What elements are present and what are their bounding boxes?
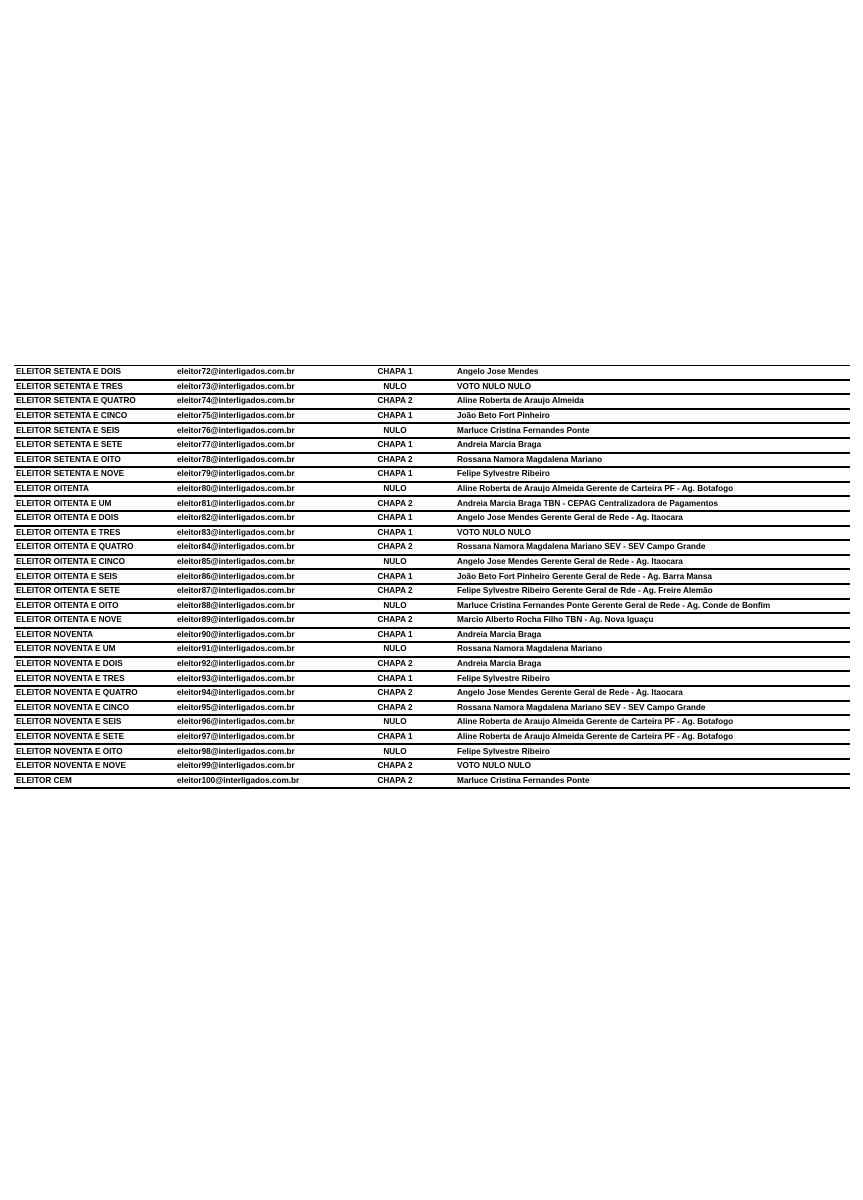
voter-name-cell: ELEITOR SETENTA E SETE (16, 441, 123, 450)
voter-email-cell: eleitor80@interligados.com.br (177, 484, 295, 493)
vote-detail-cell: Felipe Sylvestre Ribeiro Gerente Geral de Rde - Ag. Freire Alemão (457, 587, 713, 596)
chapa-cell: CHAPA 2 (377, 587, 413, 596)
voter-name-cell: ELEITOR OITENTA E TRÊS (16, 528, 121, 537)
voter-email-cell: eleitor85@interligados.com.br (177, 557, 295, 566)
table-row (14, 745, 850, 760)
table-row (14, 439, 850, 454)
voter-email-cell: eleitor77@interligados.com.br (177, 441, 295, 450)
voter-name-cell: ELEITOR SETENTA E QUATRO (16, 397, 136, 406)
table-row (14, 366, 850, 381)
voter-name-cell: ELEITOR CEM (16, 776, 72, 785)
chapa-cell: CHAPA 2 (377, 499, 413, 508)
voter-name-cell: ELEITOR NOVENTA E SEIS (16, 718, 122, 727)
vote-detail-cell: Rossana Namora Magdalena Mariano (457, 645, 603, 654)
voter-email-cell: eleitor94@interligados.com.br (177, 689, 295, 698)
vote-detail-cell: Marluce Cristina Fernandes Ponte Gerente Geral de Rede - Ag. Conde de Bonfim (457, 601, 771, 610)
vote-detail-cell: Marluce Cristina Fernandes Ponte (457, 426, 590, 435)
vote-detail-cell: João Beto Fort Pinheiro Gerente Geral de Rede - Ag. Barra Mansa (457, 572, 712, 581)
voter-name-cell: ELEITOR NOVENTA E QUATRO (16, 689, 138, 698)
voter-email-cell: eleitor76@interligados.com.br (177, 426, 295, 435)
voter-name-cell: ELEITOR OITENTA E OITO (16, 601, 119, 610)
chapa-cell: NULO (383, 426, 407, 435)
voter-table (14, 365, 850, 789)
voter-name-cell: ELEITOR SETENTA E OITO (16, 455, 121, 464)
voter-email-cell: eleitor84@interligados.com.br (177, 543, 295, 552)
voter-name-cell: ELEITOR OITENTA E DOIS (16, 514, 119, 523)
vote-detail-cell: Andreia Marcia Braga (457, 630, 542, 639)
chapa-cell: CHAPA 1 (377, 441, 413, 450)
voter-email-cell: eleitor92@interligados.com.br (177, 660, 295, 669)
table-row (14, 687, 850, 702)
voter-name-cell: ELEITOR SETENTA E DOIS (16, 368, 121, 377)
chapa-cell: CHAPA 1 (377, 528, 413, 537)
voter-name-cell: ELEITOR NOVENTA E TRÊS (16, 674, 125, 683)
voter-email-cell: eleitor100@interligados.com.br (177, 776, 300, 785)
table-row (14, 410, 850, 425)
table-row (14, 629, 850, 644)
voter-email-cell: eleitor96@interligados.com.br (177, 718, 295, 727)
vote-detail-cell: VOTO NULO NULO (457, 382, 531, 391)
voter-email-cell: eleitor72@interligados.com.br (177, 368, 295, 377)
chapa-cell: CHAPA 2 (377, 762, 413, 771)
chapa-cell: CHAPA 1 (377, 514, 413, 523)
table-row (14, 381, 850, 396)
voter-email-cell: eleitor91@interligados.com.br (177, 645, 295, 654)
voter-email-cell: eleitor89@interligados.com.br (177, 616, 295, 625)
voter-email-cell: eleitor99@interligados.com.br (177, 762, 295, 771)
voter-name-cell: ELEITOR NOVENTA E SETE (16, 733, 125, 742)
chapa-cell: CHAPA 1 (377, 411, 413, 420)
chapa-cell: CHAPA 1 (377, 368, 413, 377)
voter-name-cell: ELEITOR NOVENTA E CINCO (16, 703, 130, 712)
vote-detail-cell: Aline Roberta de Araujo Almeida Gerente de Carteira PF - Ag. Botafogo (457, 718, 734, 727)
voter-email-cell: eleitor97@interligados.com.br (177, 733, 295, 742)
voter-email-cell: eleitor95@interligados.com.br (177, 703, 295, 712)
voter-email-cell: eleitor74@interligados.com.br (177, 397, 295, 406)
vote-detail-cell: VOTO NULO NULO (457, 528, 531, 537)
voter-name-cell: ELEITOR SETENTA E NOVE (16, 470, 125, 479)
voter-email-cell: eleitor81@interligados.com.br (177, 499, 295, 508)
chapa-cell: CHAPA 2 (377, 660, 413, 669)
table-row (14, 454, 850, 469)
voter-name-cell: ELEITOR OITENTA E SETE (16, 587, 121, 596)
vote-detail-cell: Aline Roberta de Araujo Almeida Gerente de Carteira PF - Ag. Botafogo (457, 733, 734, 742)
vote-detail-cell: Rossana Namora Magdalena Mariano SEV - SEV Campo Grande (457, 543, 706, 552)
vote-detail-cell: Aline Roberta de Araujo Almeida Gerente de Carteira PF - Ag. Botafogo (457, 484, 734, 493)
vote-detail-cell: Felipe Sylvestre Ribeiro (457, 747, 550, 756)
voter-name-cell: ELEITOR NOVENTA E UM (16, 645, 116, 654)
vote-detail-cell: Rossana Namora Magdalena Mariano (457, 455, 603, 464)
table-row (14, 395, 850, 410)
chapa-cell: CHAPA 2 (377, 616, 413, 625)
table-row (14, 775, 850, 790)
voter-email-cell: eleitor73@interligados.com.br (177, 382, 295, 391)
voter-email-cell: eleitor93@interligados.com.br (177, 674, 295, 683)
table-row (14, 614, 850, 629)
vote-detail-cell: Marcio Alberto Rocha Filho TBN - Ag. Nova Iguaçu (457, 616, 654, 625)
voter-email-cell: eleitor86@interligados.com.br (177, 572, 295, 581)
table-row (14, 468, 850, 483)
voter-email-cell: eleitor87@interligados.com.br (177, 587, 295, 596)
vote-detail-cell: Angelo Jose Mendes Gerente Geral de Rede - Ag. Itaocara (457, 514, 683, 523)
chapa-cell: CHAPA 1 (377, 733, 413, 742)
voter-email-cell: eleitor79@interligados.com.br (177, 470, 295, 479)
table-row (14, 585, 850, 600)
table-row (14, 570, 850, 585)
vote-detail-cell: Felipe Sylvestre Ribeiro (457, 470, 550, 479)
voter-name-cell: ELEITOR OITENTA E UM (16, 499, 112, 508)
table-row (14, 643, 850, 658)
voter-email-cell: eleitor83@interligados.com.br (177, 528, 295, 537)
voter-email-cell: eleitor98@interligados.com.br (177, 747, 295, 756)
chapa-cell: NULO (383, 718, 407, 727)
chapa-cell: CHAPA 2 (377, 776, 413, 785)
voter-email-cell: eleitor75@interligados.com.br (177, 411, 295, 420)
chapa-cell: NULO (383, 747, 407, 756)
chapa-cell: CHAPA 2 (377, 543, 413, 552)
vote-detail-cell: VOTO NULO NULO (457, 762, 531, 771)
table-row (14, 497, 850, 512)
table-row (14, 672, 850, 687)
voter-name-cell: ELEITOR NOVENTA (16, 630, 94, 639)
table-row (14, 556, 850, 571)
vote-detail-cell: Marluce Cristina Fernandes Ponte (457, 776, 590, 785)
voter-name-cell: ELEITOR OITENTA (16, 484, 89, 493)
table-row (14, 716, 850, 731)
table-row (14, 483, 850, 498)
vote-detail-cell: Angelo Jose Mendes Gerente Geral de Rede - Ag. Itaocara (457, 689, 683, 698)
vote-detail-cell: Aline Roberta de Araujo Almeida (457, 397, 584, 406)
vote-detail-cell: Andreia Marcia Braga TBN - CEPAG Centralizadora de Pagamentos (457, 499, 719, 508)
chapa-cell: CHAPA 2 (377, 397, 413, 406)
vote-detail-cell: Angelo Jose Mendes (457, 368, 539, 377)
table-row (14, 731, 850, 746)
table-row (14, 527, 850, 542)
table-row (14, 760, 850, 775)
vote-detail-cell: Andreia Marcia Braga (457, 441, 542, 450)
table-row (14, 600, 850, 615)
table-row (14, 702, 850, 717)
voter-name-cell: ELEITOR SETENTA E SEIS (16, 426, 120, 435)
table-row (14, 512, 850, 527)
vote-detail-cell: João Beto Fort Pinheiro (457, 411, 550, 420)
chapa-cell: CHAPA 2 (377, 455, 413, 464)
chapa-cell: CHAPA 1 (377, 572, 413, 581)
table-row (14, 541, 850, 556)
voter-email-cell: eleitor82@interligados.com.br (177, 514, 295, 523)
vote-detail-cell: Andreia Marcia Braga (457, 660, 542, 669)
table-row (14, 424, 850, 439)
voter-name-cell: ELEITOR SETENTA E TRÊS (16, 382, 123, 391)
vote-detail-cell: Angelo Jose Mendes Gerente Geral de Rede - Ag. Itaocara (457, 557, 683, 566)
voter-email-cell: eleitor90@interligados.com.br (177, 630, 295, 639)
voter-name-cell: ELEITOR NOVENTA E NOVE (16, 762, 126, 771)
voter-name-cell: ELEITOR OITENTA E NOVE (16, 616, 122, 625)
voter-name-cell: ELEITOR NOVENTA E DOIS (16, 660, 123, 669)
voter-name-cell: ELEITOR OITENTA E QUATRO (16, 543, 134, 552)
vote-detail-cell: Rossana Namora Magdalena Mariano SEV - SEV Campo Grande (457, 703, 706, 712)
chapa-cell: NULO (383, 382, 407, 391)
chapa-cell: CHAPA 1 (377, 470, 413, 479)
table-row (14, 658, 850, 673)
chapa-cell: NULO (383, 601, 407, 610)
voter-name-cell: ELEITOR SETENTA E CINCO (16, 411, 128, 420)
chapa-cell: NULO (383, 484, 407, 493)
voter-name-cell: ELEITOR OITENTA E SEIS (16, 572, 118, 581)
voter-email-cell: eleitor78@interligados.com.br (177, 455, 295, 464)
voter-name-cell: ELEITOR NOVENTA E OITO (16, 747, 123, 756)
chapa-cell: NULO (383, 645, 407, 654)
vote-detail-cell: Felipe Sylvestre Ribeiro (457, 674, 550, 683)
chapa-cell: CHAPA 1 (377, 630, 413, 639)
chapa-cell: CHAPA 2 (377, 689, 413, 698)
voter-email-cell: eleitor88@interligados.com.br (177, 601, 295, 610)
voter-name-cell: ELEITOR OITENTA E CINCO (16, 557, 126, 566)
chapa-cell: CHAPA 1 (377, 674, 413, 683)
chapa-cell: CHAPA 2 (377, 703, 413, 712)
chapa-cell: NULO (383, 557, 407, 566)
